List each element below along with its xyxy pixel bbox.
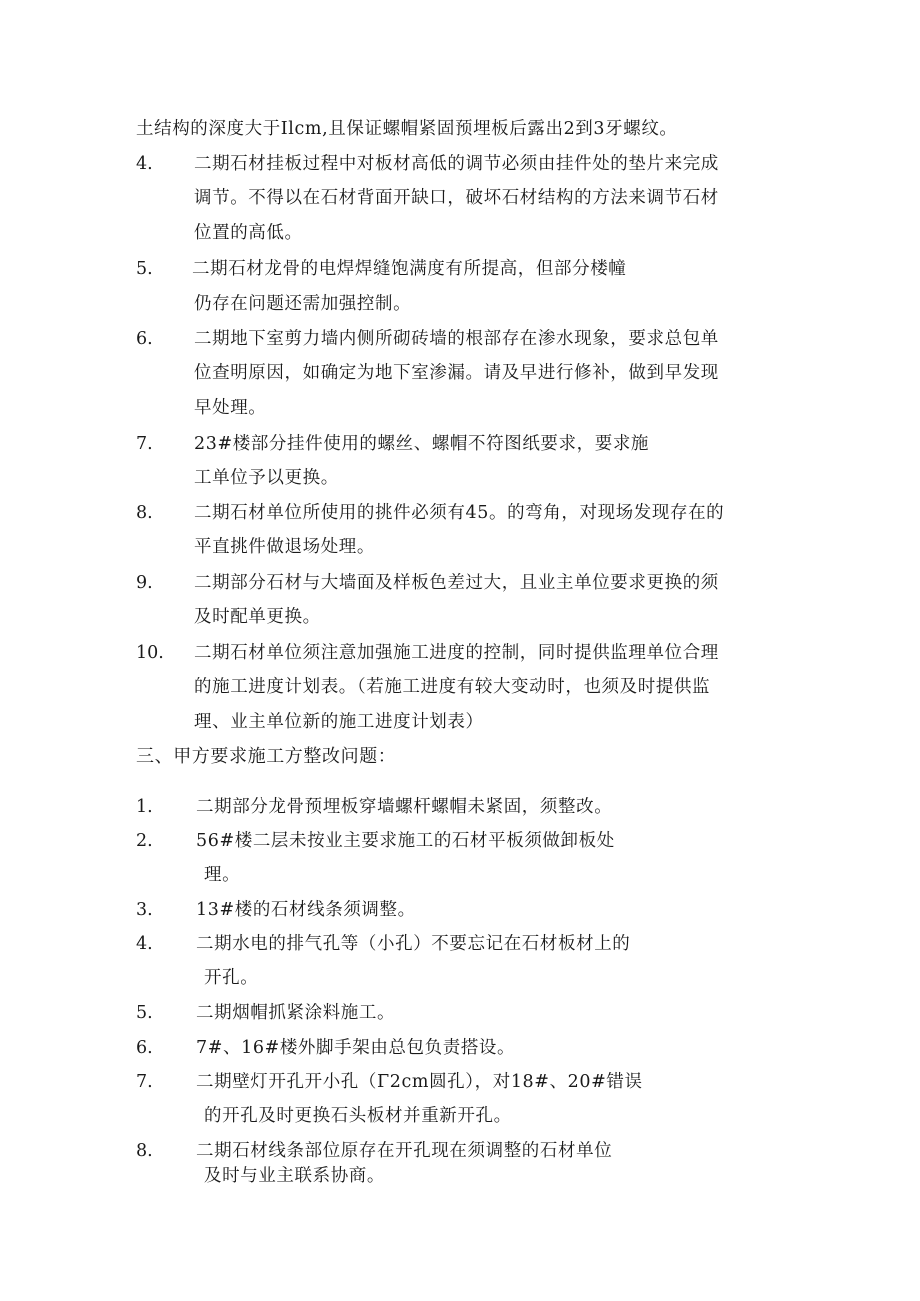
list-item-line: 二期石材单位须注意加强施工进度的控制，同时提供监理单位合理 <box>194 643 719 663</box>
section-heading: 三、甲方要求施工方整改问题： <box>136 746 397 767</box>
list-item-number: 5. <box>136 259 153 279</box>
list-item-line: 位查明原因，如确定为地下室渗漏。请及早进行修补，做到早发现 <box>194 363 719 383</box>
list-item-line: 二期壁灯开孔开小孔（Γ2cm圆孔），对18#、20#错误 <box>196 1072 643 1092</box>
list-item-line: 二期石材挂板过程中对板材高低的调节必须由挂件处的垫片来完成 <box>194 154 719 174</box>
list-item-line: 二期烟帽抓紧涂料施工。 <box>196 1003 396 1023</box>
list-item-line: 13#楼的石材线条须调整。 <box>196 900 416 920</box>
list-item-line: 23#楼部分挂件使用的螺丝、螺帽不符图纸要求，要求施 <box>194 434 650 454</box>
list-item-line: 二期石材线条部位原存在开孔现在须调整的石材单位 <box>196 1141 613 1161</box>
list-item-number: 8. <box>136 503 153 523</box>
list-item-line: 7#、16#楼外脚手架由总包负责搭设。 <box>196 1038 516 1058</box>
list-item-line: 二期石材龙骨的电焊焊缝饱满度有所提高，但部分楼幢 <box>192 259 627 279</box>
list-item-line: 及时与业主联系协商。 <box>204 1166 385 1186</box>
list-item-line: 工单位予以更换。 <box>194 468 339 488</box>
list-item-number: 8. <box>136 1141 153 1161</box>
list-item-number: 4. <box>136 154 153 174</box>
list-item-line: 及时配单更换。 <box>194 607 321 627</box>
list-item-number: 7. <box>136 1072 153 1092</box>
list-item-line: 二期部分石材与大墙面及样板色差过大，且业主单位要求更换的须 <box>194 573 719 593</box>
list-item-number: 9. <box>136 573 153 593</box>
list-item-line: 平直挑件做退场处理。 <box>194 537 375 557</box>
list-item-line: 二期水电的排气孔等（小孔）不要忘记在石材板材上的 <box>196 934 631 954</box>
list-item-number: 1. <box>136 797 153 817</box>
list-item-line: 位置的高低。 <box>194 223 303 243</box>
list-item-number: 6. <box>136 329 153 349</box>
list-item-line: 早处理。 <box>194 398 267 418</box>
list-item-line: 二期部分龙骨预埋板穿墙螺杆螺帽未紧固，须整改。 <box>196 797 613 817</box>
list-item-line: 二期地下室剪力墙内侧所砌砖墙的根部存在渗水现象，要求总包单 <box>194 329 719 349</box>
list-item-line: 开孔。 <box>204 968 259 988</box>
list-item-line: 理、业主单位新的施工进度计划表） <box>194 712 484 732</box>
list-item-line: 56#楼二层未按业主要求施工的石材平板须做卸板处 <box>196 831 615 851</box>
list-item-number: 4. <box>136 934 153 954</box>
list-item-line: 的施工进度计划表。（若施工进度有较大变动时，也须及时提供监 <box>194 677 711 697</box>
intro-line: 土结构的深度大于Ilcm,且保证螺帽紧固预埋板后露出2到3牙螺纹。 <box>136 119 678 139</box>
list-item-number: 10. <box>136 643 164 663</box>
list-item-number: 5. <box>136 1003 153 1023</box>
list-item-line: 的开孔及时更换石头板材并重新开孔。 <box>204 1106 512 1126</box>
list-item-line: 二期石材单位所使用的挑件必须有45。的弯角，对现场发现存在的 <box>194 503 725 523</box>
list-item-line: 仍存在问题还需加强控制。 <box>194 294 412 314</box>
list-item-line: 理。 <box>204 865 241 885</box>
list-item-line: 调节。不得以在石材背面开缺口，破坏石材结构的方法来调节石材 <box>194 188 719 208</box>
list-item-number: 6. <box>136 1038 153 1058</box>
list-item-number: 2. <box>136 831 153 851</box>
list-item-number: 3. <box>136 900 153 920</box>
list-item-number: 7. <box>136 434 153 454</box>
